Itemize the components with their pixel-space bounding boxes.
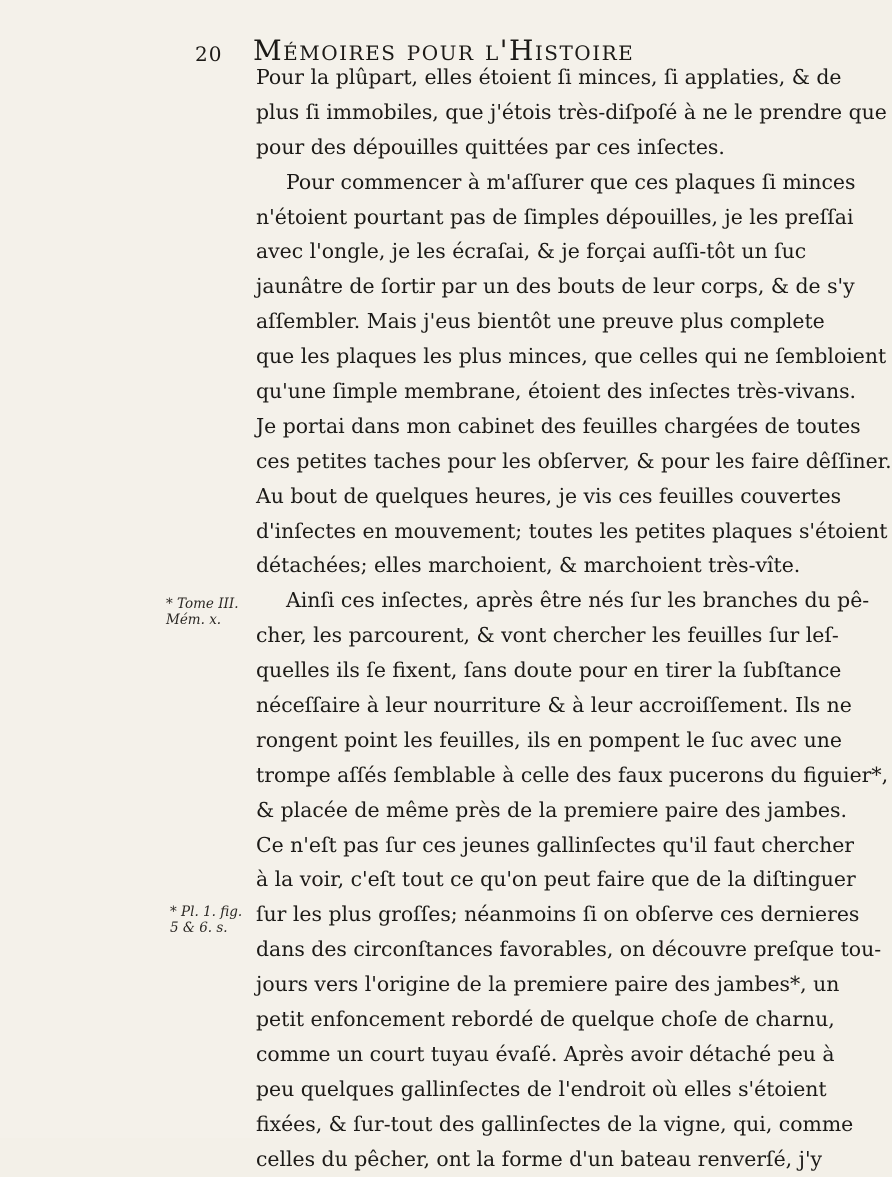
text-line: Pour la plûpart, elles étoient ſi minces, ſi applaties, & de [256,65,842,89]
text-line: fixées, & ſur-tout des gallinſectes de la vigne, qui, comme [256,1111,854,1136]
running-title: Mémoires pour l'Histoire [253,34,635,67]
text-line: jours vers l'origine de la premiere paire des jambes*, un [256,972,840,997]
text-line: cher, les parcourent, & vont chercher les feuilles ſur leſ- [256,623,839,648]
text-line: Pour commencer à m'aſſurer que ces plaques ſi minces [286,169,856,194]
margin-note-line: Mém. x. [166,612,222,628]
text-line: plus ſi immobiles, que j'étois très-diſpoſé à ne le prendre que [256,99,887,124]
text-line: ſur les plus groſſes; néanmoins ſi on obſerve ces dernieres [256,902,860,927]
text-line: dans des circonſtances favorables, on découvre preſque tou- [256,937,882,962]
text-line: détachées; elles marchoient, & marchoient très-vîte. [256,553,801,578]
text-line: celles du pêcher, ont la forme d'un bateau renverſé, j'y [256,1146,823,1171]
margin-note-line: * Pl. 1. fig. [170,904,243,920]
text-line: ces petites taches pour les obſerver, & pour les faire dêſſiner. [256,448,892,473]
text-line: Ce n'eſt pas ſur ces jeunes gallinſectes qu'il faut chercher [256,832,855,857]
text-line: que les plaques les plus minces, que celles qui ne ſembloient [256,344,887,369]
text-line: aſſembler. Mais j'eus bientôt une preuve plus complete [256,309,825,334]
text-line: avec l'ongle, je les écraſai, & je forçai auſſi-tôt un ſuc [256,239,807,264]
margin-note-reference [166,596,239,628]
margin-note-plate [170,904,242,936]
text-line: qu'une ſimple membrane, étoient des inſectes très-vivans. [256,379,857,404]
margin-note-line: 5 & 6. s. [170,920,228,936]
text-line: petit enfoncement rebordé de quelque choſe de charnu, [256,1007,835,1032]
page-number: 20 [195,42,223,66]
text-line: néceſſaire à leur nourriture & à leur accroiſſement. Ils ne [256,693,852,718]
text-line: à la voir, c'eſt tout ce qu'on peut faire que de la diſtinguer [256,867,856,892]
text-line: jaunâtre de ſortir par un des bouts de leur corps, & de s'y [256,274,855,299]
text-line: & placée de même près de la premiere paire des jambes. [256,797,847,822]
text-line: comme un court tuyau évaſé. Après avoir détaché peu à [256,1041,835,1066]
text-line: n'étoient pourtant pas de ſimples dépouilles, je les preſſai [256,204,854,229]
text-line: Ainſi ces inſectes, après être nés ſur les branches du pê- [286,588,870,613]
text-line: trompe aſſés ſemblable à celle des faux pucerons du figuier*, [256,762,889,787]
body-text [256,60,892,1177]
margin-note-line: * Tome III. [166,596,239,612]
text-line: Au bout de quelques heures, je vis ces feuilles couvertes [256,483,842,508]
text-line: rongent point les feuilles, ils en pompent le ſuc avec une [256,727,842,752]
text-line: Je portai dans mon cabinet des feuilles chargées de toutes [256,413,861,438]
text-line: quelles ils ſe fixent, ſans doute pour en tirer la ſubſtance [256,658,842,683]
text-line: pour des dépouilles quittées par ces inſectes. [256,134,725,159]
text-line: peu quelques gallinſectes de l'endroit où elles s'étoient [256,1076,827,1101]
text-line: d'inſectes en mouvement; toutes les petites plaques s'étoient [256,518,888,543]
